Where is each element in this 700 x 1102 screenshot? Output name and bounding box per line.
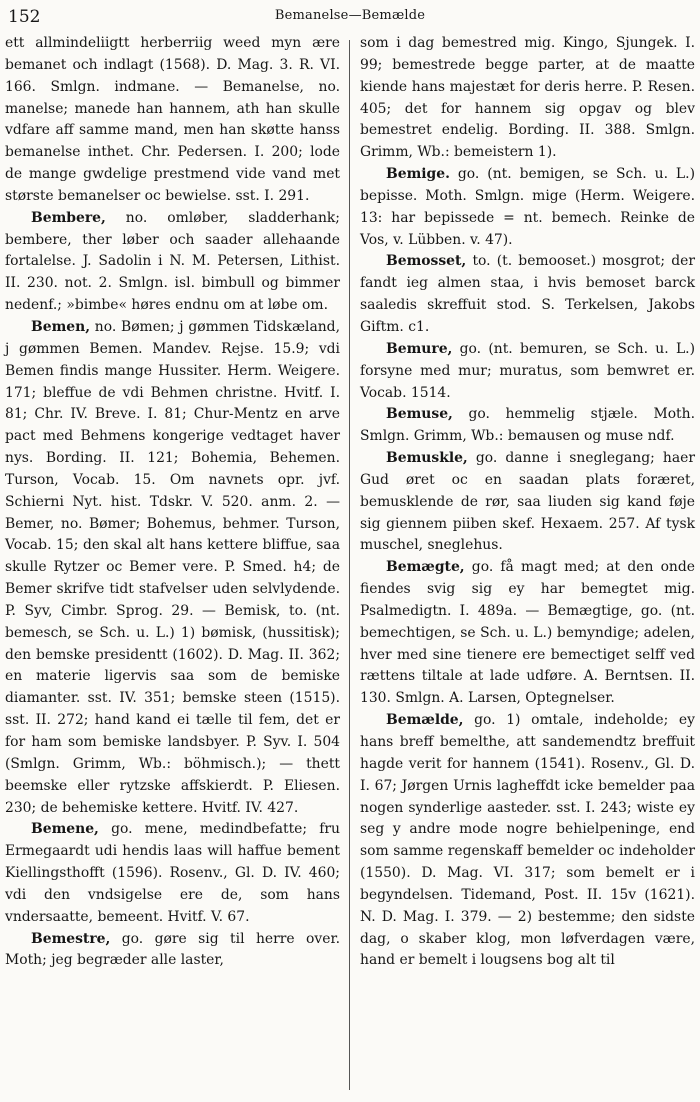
headword: Bemige. — [386, 166, 450, 183]
headword: Bemene, — [31, 821, 99, 838]
entry-text: to. (t. bemooset.) mosgrot; der fandt ieg almen staa, i hvis bemoset barck saaledis skreffuit stod. S. Terkelsen, Jakobs Giftm. c1. — [360, 253, 695, 335]
entry-text: go. få magt med; at den onde fiendes svig sig ey har bemegtet mig. Psalmedigtn. I. 489a. — Bemægtige, go. (nt. bemechtigen, se Sch. u. L.) bemyndige; adelen, hver med sine tienere ere bemectiget selff ved rættens tiltale at lade udføre. A. Berntsen. II. 130. Smlgn. A. Larsen, Optegnelser. — [360, 559, 695, 707]
entry-text: go. mene, medindbefatte; fru Ermegaardt udi hendis laas will haffue bement Kiellingsthofft (1596). Rosenv., Gl. D. IV. 460; vdi den vndsigelse ere de, som hans vndersaatte, bemeent. Hvitf. V. 67. — [5, 821, 340, 925]
paragraph-continuation — [5, 33, 340, 208]
entry-text: go. (nt. bemigen, se Sch. u. L.) bepisse. Moth. Smlgn. mige (Herm. Weigere. 13: har bepissede = nt. bemech. Reinke de Vos, v. Lübben. v. 47). — [360, 166, 695, 248]
page-number: 152 — [8, 7, 41, 27]
entry-text: go. (nt. bemuren, se Sch. u. L.) forsyne med mur; muratus, som bemwret er. Vocab. 1514. — [360, 340, 695, 401]
entry-text: go. gøre sig til herre over. Moth; jeg begræder alle laster, — [5, 930, 340, 969]
headword: Bemen, — [31, 318, 91, 335]
headword: Bembere, — [31, 209, 106, 226]
dictionary-entry — [5, 929, 340, 973]
headword: Bemælde, — [386, 712, 464, 729]
paragraph-continuation — [360, 33, 695, 164]
dictionary-entry — [360, 164, 695, 251]
running-head: Bemanelse—Bemælde — [274, 8, 426, 23]
headword: Bemuskle, — [386, 450, 468, 467]
entry-text: go. 1) omtale, indeholde; ey hans breff bemelthe, att sandemendtz breffuit hagde verit for hannem (1541). Rosenv., Gl. D. I. 67; Jørgen Urnis lagheffdt icke bemelder paa nogen synderlige aasteder. sst. I. 243; wiste ey seg y andre mode nogre behielpeninge, end som samme regenskaff bemelder oc indeholder (1550). D. Mag. VI. 317; som bemelt er i begyndelsen. Tidemand, Post. II. 15v (1621). N. D. Mag. I. 379. — 2) bestemme; den sidste dag, o skaber klog, mon løfverdagen være, hand er bemelt i lougsens bog alt til — [360, 712, 695, 969]
right-column — [360, 33, 695, 972]
headword: Bemosset, — [386, 253, 467, 270]
headword: Bemuse, — [386, 406, 453, 423]
page-header — [0, 0, 700, 34]
headword: Bemægte, — [386, 559, 465, 576]
left-column — [5, 33, 340, 972]
dictionary-entry — [360, 251, 695, 338]
paragraph-text: ett allmindeliigtt herberriig weed myn ære bemanet och indlagt (1568). D. Mag. 3. R. VI. 166. Smlgn. indmane. — Bemanelse, no. manelse; manede han hannem, ath han skulle vdfare aff samme mand, men han skøtte hanss bemanelse inthet. Chr. Pedersen. I. 200; lode de mange gwdelige prestmend vide vand met største bemanelser oc bewielse. sst. I. 291. — [5, 35, 340, 204]
dictionary-entry — [360, 557, 695, 710]
headword: Bemestre, — [31, 930, 111, 947]
dictionary-entry — [5, 208, 340, 317]
dictionary-entry — [5, 317, 340, 819]
entry-text: go. hemmelig stjæle. Moth. Smlgn. Grimm, Wb.: bemausen og muse ndf. — [360, 406, 695, 445]
dictionary-entry — [360, 710, 695, 972]
dictionary-entry — [360, 339, 695, 405]
entry-text: no. Bømen; j gømmen Tidskæland, j gømmen Bemen. Mandev. Rejse. 15.9; vdi Bemen findis mange Hussiter. Herm. Weigere. 171; bleffue de vdi Behmen christne. Hvitf. I. 81; Chr. IV. Breve. I. 81; Chur-Mentz en arve pact med Behmens kongerige vedtaget haver nys. Bording. II. 121; Bohemia, Behemen. Turson, Vocab. 15. Om navnets opr. jvf. Schierni Nyt. hist. Tdskr. V. 520. anm. 2. — Bemer, no. Bømer; Bohemus, behmer. Turson, Vocab. 15; den skal alt hans kettere bliffue, saa skulle Rytzer oc Bemer vere. P. Smed. h4; de Bemer skrifve tidt stafvelser uden selvlydende. P. Syv, Cimbr. Sprog. 29. — Bemisk, to. (nt. bemesch, se Sch. u. L.) 1) bømisk, (hussitisk); den bemske presidentt (1602). D. Mag. II. 362; en materie ligervis saa som de bemiske diamanter. sst. IV. 351; bemske steen (1515). sst. II. 272; hand kand ei tælle til fem, det er for ham som bemiske landsbyer. P. Syv. I. 504 (Smlgn. Grimm, Wb.: böhmisch.); — thett beemske eller rytzske affskierdt. P. Eliesen. 230; de behemiske kettere. Hvitf. IV. 427. — [5, 318, 340, 816]
paragraph-text: som i dag bemestred mig. Kingo, Sjungek. I. 99; bemestrede begge parter, at de maatte kiende hans majestæt for deris herre. P. Resen. 405; det for hannem sig opgav og blev bemestret endelig. Bording. II. 388. Smlgn. Grimm, Wb.: bemeistern 1). — [360, 35, 695, 161]
column-divider — [349, 40, 350, 1090]
dictionary-entry — [360, 404, 695, 448]
dictionary-entry — [5, 819, 340, 928]
dictionary-entry — [360, 448, 695, 557]
headword: Bemure, — [386, 340, 453, 357]
entry-text: go. danne i sneglegang; haer Gud øret oc en saadan plats foræret, bemusklende de rør, saa liuden sig kand føje sig giennem piiben skef. Hexaem. 257. Af tysk muschel, sneglehus. — [360, 450, 695, 554]
entry-text: no. omløber, sladderhank; bembere, ther løber och saader allehaande fortalelse. J. Sadolin i N. M. Petersen, Lithist. II. 230. not. 2. Smlgn. isl. bimbull og bimmer nedenf.; »bimbe« høres endnu om at løbe om. — [5, 209, 340, 314]
